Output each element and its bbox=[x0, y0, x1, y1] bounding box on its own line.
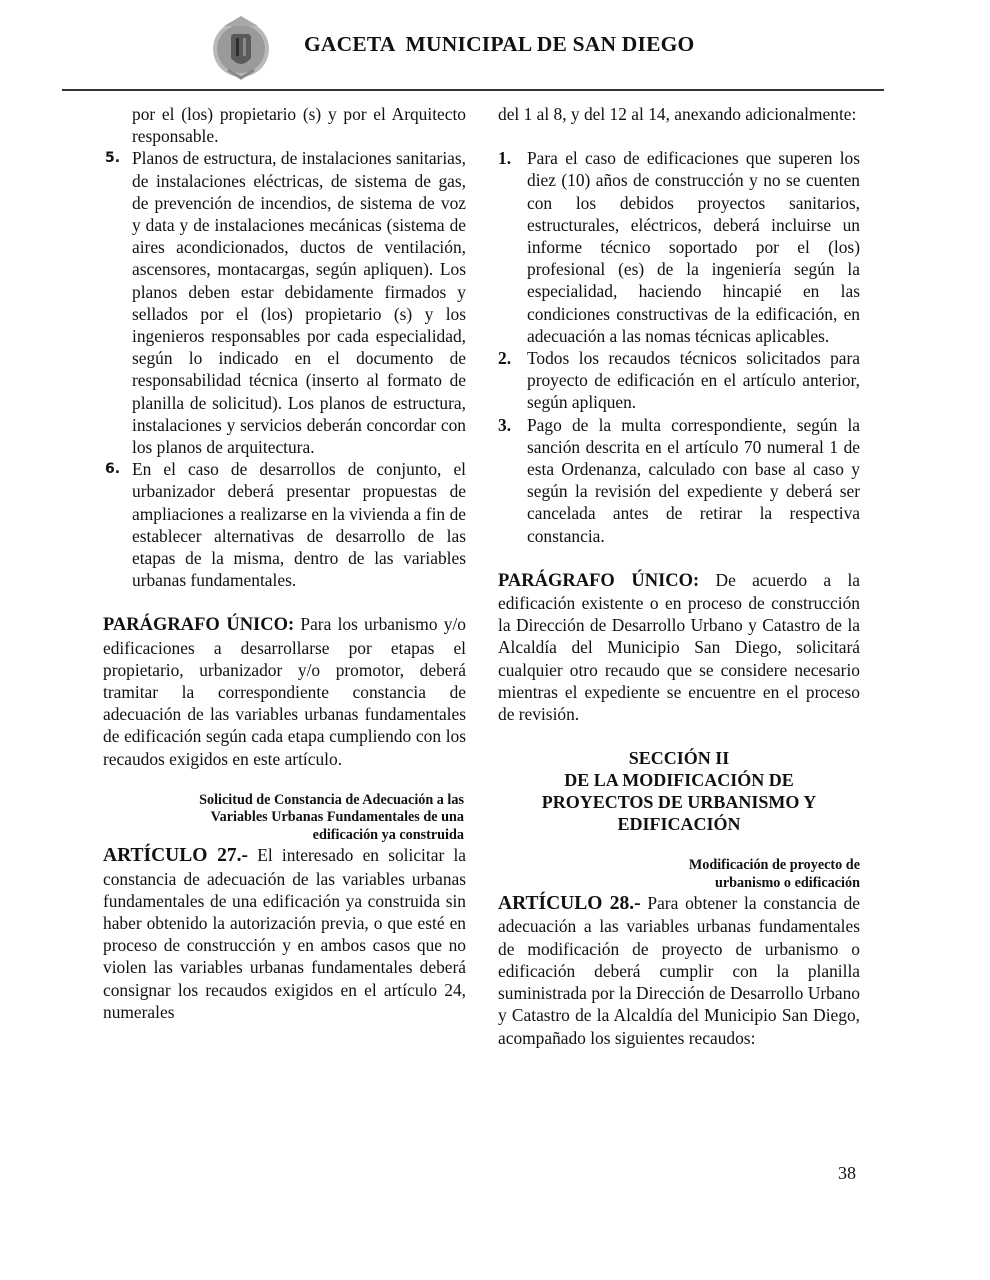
list-item bbox=[498, 347, 860, 414]
article-label: ARTÍCULO 28.- bbox=[498, 893, 641, 915]
list-text: Para el caso de edificaciones que superen los diez (10) años de construcción y no se cuenten con los debidos proyectos sanitarios, estructurales, eléctricos, deberá incluirse un informe técnico soportado por el (los) profesional (es) de la ingeniería según la especialidad, haciendo hincapié en las condiciones constructivas de la edificación, en adecuación a las nomas técnicas aplicables. bbox=[527, 148, 860, 346]
article-28 bbox=[498, 892, 860, 1048]
list-number: 5. bbox=[105, 150, 121, 167]
list-text: Planos de estructura, de instalaciones sanitarias, de instalaciones eléctricas, de sistema de gas, de prevención de incendios, de sistema de voz y data y de instalaciones mecánicas (sistema de aires acondicionados, ductos de ventilación, ascensores, montacargas, según apliquen). Los planos deben estar debidamente firmados y sellados por el (los) propietario (s) y los ingenieros responsables por cada especialidad, según lo indicado en el documento de responsabilidad técnica (inserto al formato de planilla de solicitud). Los planos de estructura, instalaciones y servicios deberán concordar con los planos de arquitectura. bbox=[132, 148, 466, 458]
article-27 bbox=[103, 844, 466, 1023]
list-item bbox=[498, 147, 860, 347]
list-number: 6. bbox=[105, 461, 121, 478]
list-item bbox=[103, 458, 466, 591]
article-side-heading: Modificación de proyecto de urbanismo o edificación bbox=[688, 857, 860, 891]
paragrafo-label: PARÁGRAFO ÚNICO: bbox=[498, 570, 700, 591]
coat-of-arms-icon bbox=[210, 14, 272, 80]
list-item bbox=[103, 147, 466, 458]
article-label: ARTÍCULO 27.- bbox=[103, 845, 249, 867]
article-text: El interesado en solicitar la constancia de adecuación de las variables urbanas fundamentales de una edificación ya construida sin haber obtenido la autorización previa, o que esté en proceso de construcción y en ambos casos que no violen las variables urbanas fundamentales deberá consignar los recaudos exigidos en el artículo 24, numerales bbox=[103, 845, 466, 1022]
gazette-title: GACETA MUNICIPAL DE SAN DIEGO bbox=[304, 32, 695, 56]
paragrafo-text: De acuerdo a la edificación existente o en proceso de construcción la Dirección de Desarrollo Urbano y Catastro de la Alcaldía del Municipio San Diego, solicitará cualquier otro recaudo que se considere necesario mientras el expediente se encuentre en el proceso de revisión. bbox=[498, 569, 860, 725]
list-text: Pago de la multa correspondiente, según la sanción descrita en el artículo 70 numeral 1 de esta Ordenanza, calculado con base al caso y según la revisión del expediente y deberá ser cancelada antes de retirar la respectiva constancia. bbox=[527, 414, 860, 546]
article-side-heading: Solicitud de Constancia de Adecuación a las Variables Urbanas Fundamentales de una edificación ya construida bbox=[199, 791, 464, 843]
list-text: En el caso de desarrollos de conjunto, el urbanizador deberá presentar propuestas de ampliaciones a realizarse en la vivienda a fin de establecer alternativas de desarrollo de las etapas de la misma, dentro de las variables urbanas fundamentales. bbox=[132, 459, 466, 591]
continuation-text: por el (los) propietario (s) y por el Arquitecto responsable. bbox=[132, 104, 466, 147]
right-column bbox=[498, 103, 860, 1049]
list-number: 3. bbox=[498, 414, 512, 435]
page-header bbox=[0, 0, 990, 92]
list-text: Todos los recaudos técnicos solicitados para proyecto de edificación en el artículo anterior, según apliquen. bbox=[527, 348, 860, 413]
continuation-text: del 1 al 8, y del 12 al 14, anexando adicionalmente: bbox=[498, 104, 857, 124]
list-number: 2. bbox=[498, 348, 512, 369]
header-divider bbox=[62, 89, 884, 91]
page-number: 38 bbox=[838, 1163, 856, 1183]
left-column bbox=[103, 103, 466, 1023]
paragrafo-text: Para los urbanismo y/o edificaciones a desarrollarse por etapas el propietario, urbanizador y/o promotor, deberá tramitar la correspondiente constancia de adecuación de las variables urbanas fundamentales de edificación según cada etapa cumpliendo con los recaudos exigidos en este artículo. bbox=[103, 614, 466, 769]
list-item bbox=[498, 414, 860, 547]
paragrafo-label: PARÁGRAFO ÚNICO: bbox=[103, 615, 295, 636]
article-text: Para obtener la constancia de adecuación a las variables urbanas fundamentales de modificación de proyecto de urbanismo o edificación deberá cumplir con la planilla suministrada por la Dirección de Desarrollo Urbano y Catastro de la Alcaldía del Municipio San Diego, acompañado los siguientes recaudos: bbox=[498, 893, 860, 1048]
paragrafo-unico bbox=[103, 613, 466, 769]
section-heading: SECCIÓN II DE LA MODIFICACIÓN DE PROYECTOS DE URBANISMO Y EDIFICACIÓN bbox=[541, 748, 817, 835]
paragrafo-unico bbox=[498, 569, 860, 725]
list-number: 1. bbox=[498, 148, 512, 169]
